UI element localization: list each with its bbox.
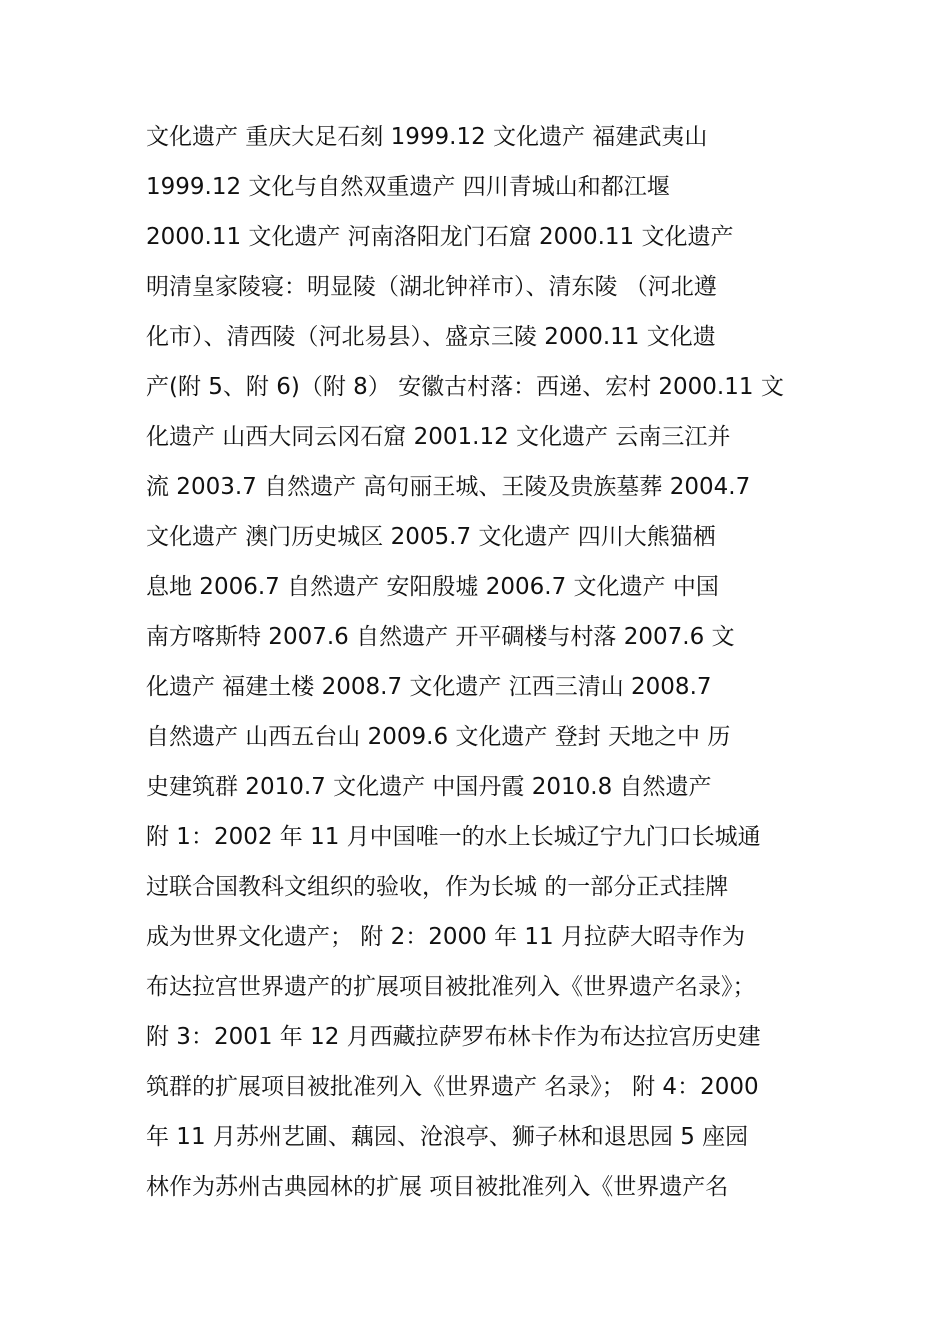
text-line: 筑群的扩展项目被批准列入《世界遗产 名录》； 附 4：2000	[146, 1074, 759, 1100]
body-text	[146, 112, 818, 1212]
text-line: 化遗产 福建土楼 2008.7 文化遗产 江西三清山 2008.7	[146, 674, 712, 700]
text-line: 史建筑群 2010.7 文化遗产 中国丹霞 2010.8 自然遗产	[146, 774, 712, 800]
text-line: 文化遗产 澳门历史城区 2005.7 文化遗产 四川大熊猫栖	[146, 524, 716, 550]
text-line: 1999.12 文化与自然双重遗产 四川青城山和都江堰	[146, 174, 670, 200]
text-line: 化遗产 山西大同云冈石窟 2001.12 文化遗产 云南三江并	[146, 424, 731, 450]
text-line: 化市）、清西陵（河北易县）、盛京三陵 2000.11 文化遗	[146, 324, 716, 350]
text-line: 明清皇家陵寝：明显陵（湖北钟祥市）、清东陵 （河北遵	[146, 274, 717, 300]
text-line: 南方喀斯特 2007.6 自然遗产 开平碉楼与村落 2007.6 文	[146, 624, 735, 650]
text-line: 成为世界文化遗产； 附 2：2000 年 11 月拉萨大昭寺作为	[146, 924, 745, 950]
text-line: 附 1：2002 年 11 月中国唯一的水上长城辽宁九门口长城通	[146, 824, 761, 850]
text-line: 自然遗产 山西五台山 2009.6 文化遗产 登封 天地之中 历	[146, 724, 731, 750]
text-line: 2000.11 文化遗产 河南洛阳龙门石窟 2000.11 文化遗产	[146, 224, 734, 250]
text-line: 息地 2006.7 自然遗产 安阳殷墟 2006.7 文化遗产 中国	[146, 574, 719, 600]
text-line: 林作为苏州古典园林的扩展 项目被批准列入《世界遗产名	[146, 1174, 729, 1200]
text-line: 年 11 月苏州艺圃、藕园、沧浪亭、狮子林和退思园 5 座园	[146, 1124, 749, 1150]
text-line: 布达拉宫世界遗产的扩展项目被批准列入《世界遗产名录》；	[146, 974, 756, 1000]
text-line: 过联合国教科文组织的验收，作为长城 的一部分正式挂牌	[146, 874, 729, 900]
text-line: 流 2003.7 自然遗产 高句丽王城、王陵及贵族墓葬 2004.7	[146, 474, 751, 500]
text-line: 文化遗产 重庆大足石刻 1999.12 文化遗产 福建武夷山	[146, 124, 708, 150]
text-line: 附 3：2001 年 12 月西藏拉萨罗布林卡作为布达拉宫历史建	[146, 1024, 761, 1050]
text-line: 产(附 5、附 6)（附 8） 安徽古村落：西递、宏村 2000.11 文	[146, 374, 784, 400]
